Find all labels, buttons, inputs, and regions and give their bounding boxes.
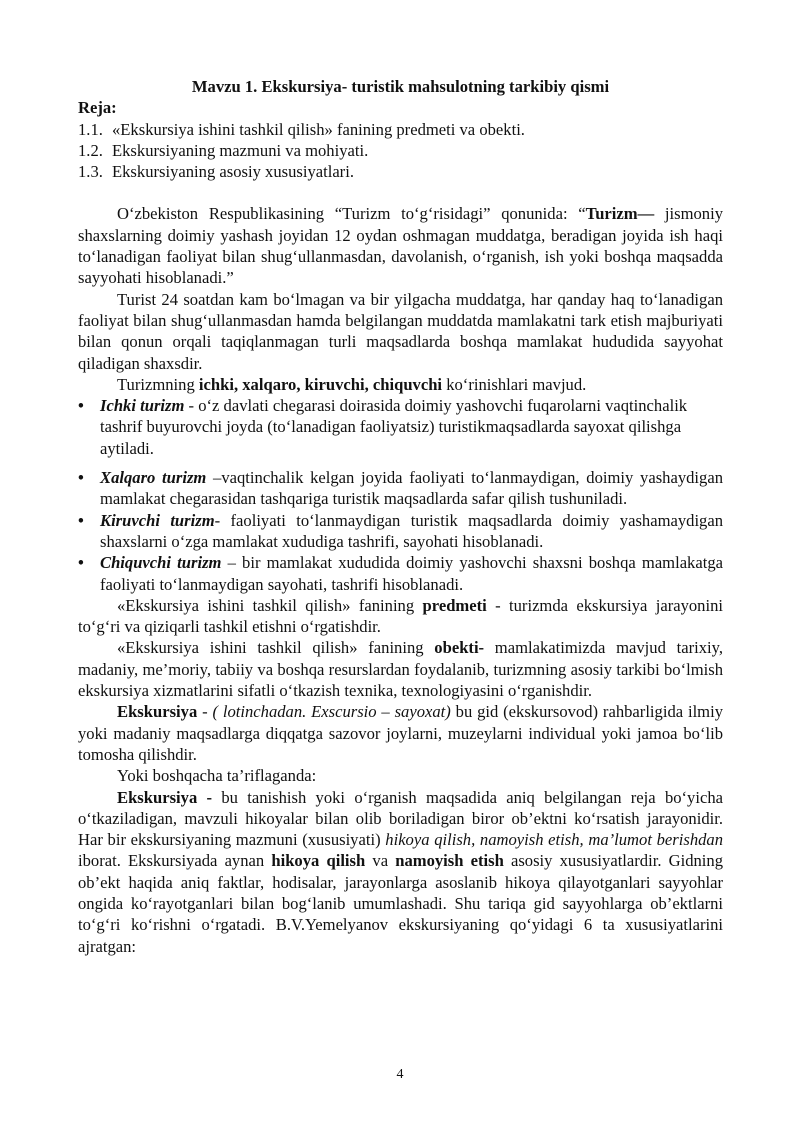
text-run: ko‘rinishlari mavjud. (442, 374, 587, 394)
paragraph-turizm-definition (78, 203, 723, 288)
plan-item-text: Ekskursiyaning mazmuni va mohiyati. (112, 140, 369, 160)
bullet-item-chiquvchi (78, 552, 723, 595)
etymology: ( lotinchadan. Exscursio – sayoxat) (212, 702, 451, 722)
bullet-term: Chiquvchi turizm (100, 553, 222, 573)
paragraph-predmeti (78, 595, 723, 638)
bullet-rest: – bir mamlakat xududida doimiy yashovchi shaxsni boshqa mamlakatga faoliyati to‘lanmaydigan sayohati, tashrifi hisoblanadi. (100, 553, 723, 594)
plan-item (78, 140, 723, 161)
text-run: - (197, 702, 213, 722)
paragraph-ekskursiya-features (78, 787, 723, 957)
bullet-icon: • (78, 396, 84, 416)
plan-item (78, 161, 723, 182)
document-page (78, 76, 723, 957)
spacer (78, 182, 723, 203)
text-run: va (365, 851, 396, 871)
bullet-rest: - faoliyati to‘lanmaydigan turistik maqsadlarda doimiy yashamaydigan shaxslarni o‘zga mamlakat xududiga tashrifi, sayohati hisoblanadi. (100, 510, 724, 551)
emphasis: hikoya qilish, namoyish etish, ma’lumot berishdan (385, 830, 724, 850)
bullet-text (100, 395, 723, 459)
plan-item (78, 119, 723, 140)
bullet-item-xalqaro (78, 467, 723, 510)
paragraph-turizm-types (78, 374, 723, 395)
text-run: - turizmda ekskursiya jarayonini to‘g‘ri va qiziqarli tashkil etishni o‘rgatishdir. (78, 595, 724, 637)
term-namoyish-etish: namoyish etish (395, 851, 504, 871)
bullet-term: Ichki turizm (100, 396, 185, 416)
plan-item-text: Ekskursiyaning asosiy xususiyatlari. (112, 162, 354, 182)
plan-item-number: 1.1. (78, 119, 103, 139)
bullet-term: Xalqaro turizm (100, 468, 207, 488)
plan-item-text: «Ekskursiya ishini tashkil qilish» fanining predmeti va obekti. (112, 119, 525, 139)
plan-heading: Reja: (78, 98, 117, 118)
bullet-icon: • (78, 468, 84, 488)
bullet-icon: • (78, 510, 84, 530)
bullet-text (100, 510, 723, 553)
plan-item-number: 1.3. (78, 162, 103, 182)
text-run: O‘zbekiston Respublikasining “Turizm to‘g‘risidagi” qonunida: “ (117, 204, 586, 224)
text-run: «Ekskursiya ishini tashkil qilish» fanining (117, 595, 423, 615)
paragraph-alternative: Yoki boshqacha ta’riflaganda: (117, 766, 317, 786)
spacer (78, 459, 723, 467)
bullet-text (100, 467, 723, 510)
text-run: «Ekskursiya ishini tashkil qilish» fanining (117, 638, 435, 658)
document-title: Mavzu 1. Ekskursiya- turistik mahsulotning tarkibiy qismi (191, 77, 610, 96)
text-run: bu gid (ekskursovod) rahbarligida ilmiy yoki madaniy maqsadlarga diqqatga sazovor joylarni, muzeylarni individual yoki jamoa bo‘lib tomosha qilishdir. (78, 702, 723, 764)
text-run: asosiy xususiyatlardir. Gidning ob’ekt haqida aniq faktlar, hodisalar, jarayonlarga asoslanib hikoya qilayotganlari sayyohlar ongida ko‘rayotganlari bilan bog‘lanib umumlashadi. Shu tariqa gid sayyohlarga ob’ektlarni to‘g‘ri ko‘rishni o‘rgatadi. B.V.Yemelyanov ekskursiyaning qo‘yidagi 6 ta xususiyatlarini ajratgan: (78, 851, 724, 956)
bullet-item-kiruvchi (78, 510, 723, 553)
term-ekskursiya: Ekskursiya - (117, 787, 213, 807)
term-turizm: Turizm— (585, 204, 655, 224)
paragraph-ekskursiya-definition (78, 701, 723, 765)
term-obekti: obekti- (434, 638, 485, 658)
bullet-term: Kiruvchi turizm (100, 510, 215, 530)
bullet-rest: - o‘z davlati chegarasi doirasida doimiy yashovchi fuqarolarni vaqtinchalik tashrif buyurovchi joyda (to‘lanadigan faoliyatsiz) turistikmaqsadlarda sayoxat qilishga aytiladi. (100, 396, 688, 458)
term-ekskursiya: Ekskursiya (117, 702, 198, 722)
text-run: mamlakatimizda mavjud tarixiy, madaniy, me’moriy, tabiiy va boshqa resurslardan foydalanib, turizmning asosiy tarkibi bo‘lmish ekskursiya xizmatlarini sifatli o‘tkazish texnika, texnologiyasini o‘rganishdir. (78, 638, 724, 701)
text-run: jismoniy shaxslarning doimiy yashash joyidan 12 oydan oshmagan muddatga, beradigan joyida ish haqi to‘lanadigan faoliyat bilan shug‘ullanmasdan, davolanish, o‘rganish, ish yoki boshqa maqsadda sayyohati hisoblanadi.” (78, 204, 723, 288)
paragraph-obekti (78, 637, 723, 701)
bullet-icon: • (78, 553, 84, 573)
bullet-rest: –vaqtinchalik kelgan joyida faoliyati to‘lanmaydigan, doimiy yashaydigan mamlakat chegarasidan tashqariga turistik maqsadlarda safar qilish tushuniladi. (100, 468, 723, 509)
bullet-item-ichki (78, 395, 723, 459)
plan-item-number: 1.2. (78, 140, 103, 160)
page-number: 4 (396, 1067, 404, 1082)
text-run: Turizmning (117, 374, 199, 394)
bullet-text (100, 552, 723, 595)
paragraph-turist-definition: Turist 24 soatdan kam bo‘lmagan va bir yilgacha muddatga, har qanday haq to‘lanadigan faoliyat bilan shug‘ullanmasdan hamda belgilangan muddatda mamlakatni tark etish majburiyati bilan qonun orqali taqiqlanmagan turli maqsadlarda boshqa mamlakat hududida sayyohat qiladigan shaxsdir. (78, 289, 723, 373)
turizm-types-list: ichki, xalqaro, kiruvchi, chiquvchi (198, 374, 443, 394)
term-predmeti: predmeti (422, 595, 487, 615)
text-run: iborat. Ekskursiyada aynan (78, 851, 272, 871)
text-run: bu tanishish yoki o‘rganish maqsadida aniq belgilangan reja bo‘yicha o‘tkaziladigan, mavzuli hikoyalar bilan olib boriladigan biror ob’ektni ko‘rsatish jarayonidir. Har bir ekskursiyaning mazmuni (xususiyati) (78, 787, 723, 850)
term-hikoya-qilish: hikoya qilish (271, 851, 366, 871)
